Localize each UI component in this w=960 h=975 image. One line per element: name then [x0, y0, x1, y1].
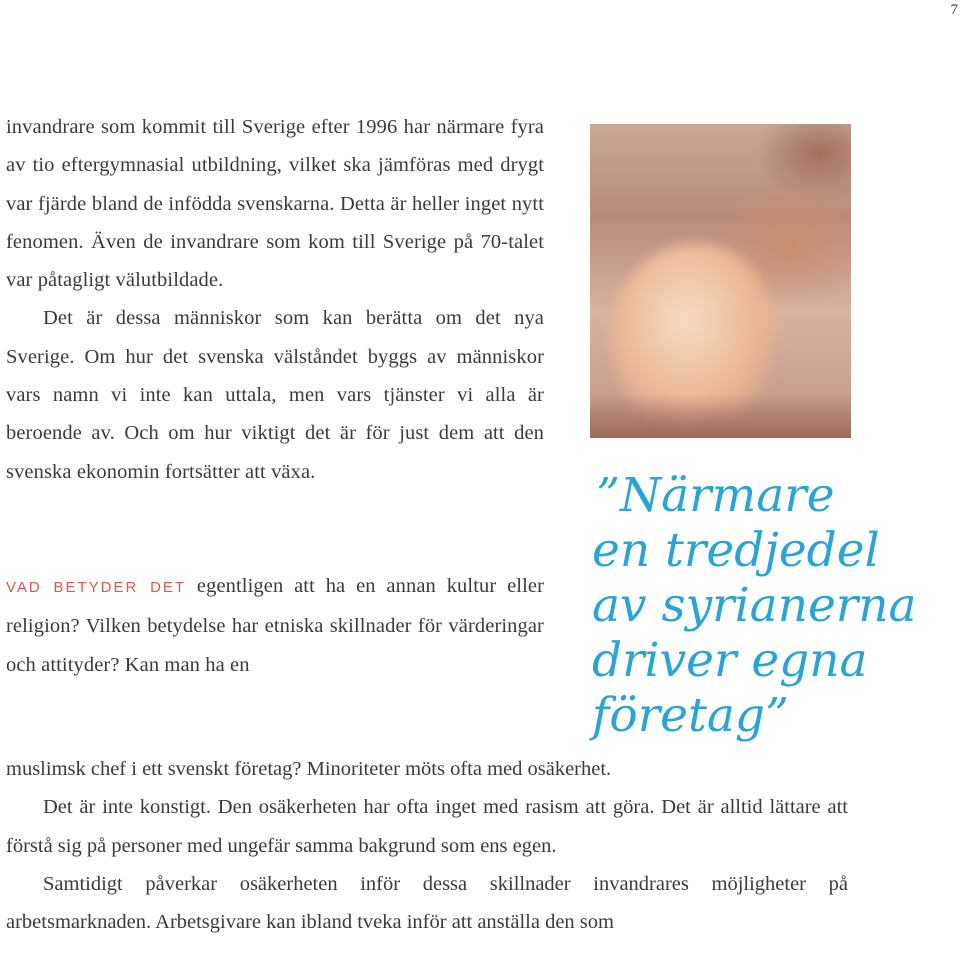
section-lead: VAD BETYDER DET [6, 578, 187, 596]
paragraph-full-1: muslimsk chef i ett svenskt företag? Minoriteter möts ofta med osäkerhet. [6, 758, 612, 780]
pull-quote [592, 468, 952, 743]
paragraph-2: Det är dessa människor som kan berätta om det nya Sverige. Om hur det svenska välståndet byggs av människor vars namn vi inte kan uttala, men vars tjänster vi alla är beroende av. Och om hur viktigt det är för just dem att den svenska ekonomin fortsätter att växa. [6, 307, 544, 483]
pull-quote-line-3: av syrianerna [592, 578, 917, 633]
photo-shadow [590, 394, 851, 438]
pull-quote-line-4: driver egna [592, 633, 868, 688]
paragraph-full-3: Samtidigt påverkar osäkerheten inför dessa skillnader invandrares möjligheter på arbetsmarknaden. Arbetsgivare kan ibland tveka inför att anställa den som [6, 872, 848, 934]
full-width-text [6, 750, 848, 941]
section-text: egentligen att ha en annan kultur eller religion? Vilken betydelse har etniska skillnader för värderingar och attityder? Kan man ha en [6, 574, 544, 676]
pull-quote-line-2: en tredjedel [592, 523, 880, 578]
paragraph-full-2: Det är inte konstigt. Den osäkerheten har ofta inget med rasism att göra. Det är alltid lättare att förstå sig på personer med ungefär samma bakgrund som ens egen. [6, 796, 848, 857]
page-number: 7 [950, 2, 958, 18]
portrait-photo [590, 124, 851, 438]
paragraph-1: invandrare som kommit till Sverige efter 1996 har närmare fyra av tio eftergymnasial utbildning, vilket ska jämföras med drygt var fjärde bland de infödda svenskarna. Detta är heller inget nytt fenomen. Även de invandrare som kom till Sverige på 70-talet var påtagligt välutbildade. [6, 116, 544, 292]
column-text [6, 108, 544, 684]
pull-quote-line-5: företag” [592, 688, 789, 743]
pull-quote-line-1: ”Närmare [596, 468, 835, 523]
section-paragraph [6, 567, 544, 684]
